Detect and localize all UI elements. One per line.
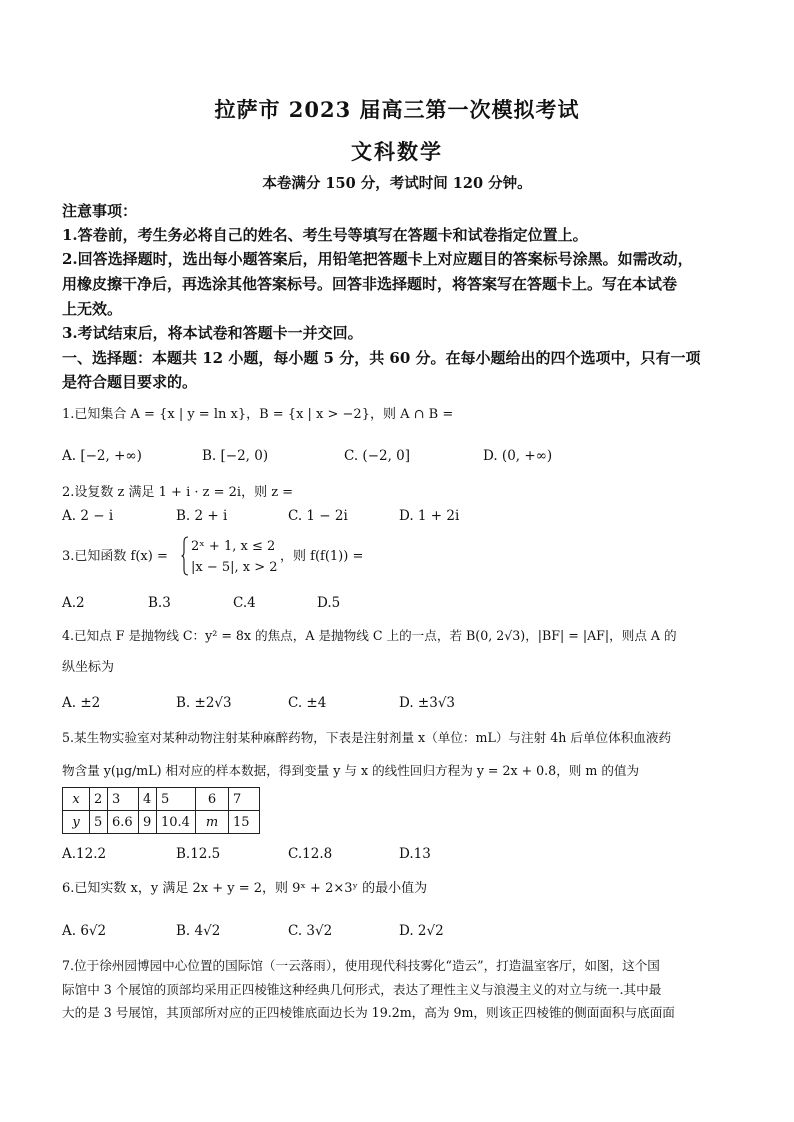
q1-option-c: C. (−2, 0] xyxy=(344,448,411,464)
section-heading-line-1: 一、选择题：本题共 12 小题，每小题 5 分，共 60 分。在每小题给出的四个选项中，只有一项 xyxy=(62,349,701,367)
question-4-stem-line-1: 4.已知点 F 是抛物线 C：y² = 8x 的焦点，A 是抛物线 C 上的一点，若 B(0, 2√3)，|BF| = |AF|，则点 A 的 xyxy=(62,628,677,643)
question-7-line-3: 大的是 3 号展馆，其顶部所对应的正四棱锥底面边长为 19.2m，高为 9m，则该正四棱锥的侧面面积与底面面 xyxy=(62,1005,675,1020)
table-cell: 10.4 xyxy=(157,811,196,834)
q1-option-a: A. [−2, +∞) xyxy=(62,448,142,464)
table-cell: 2 xyxy=(90,788,108,811)
table-cell: 9 xyxy=(139,811,157,834)
q3-option-a: A.2 xyxy=(62,595,85,611)
q2-option-a: A. 2 − i xyxy=(62,508,114,524)
section-heading-line-2: 是符合题目要求的。 xyxy=(62,373,198,391)
question-7-line-2: 际馆中 3 个展馆的顶部均采用正四棱锥这种经典几何形式，表达了理性主义与浪漫主义的对立与统一.其中最 xyxy=(62,982,662,997)
q4-option-d: D. ±3√3 xyxy=(399,695,456,711)
data-table xyxy=(62,787,260,834)
notes-heading: 注意事项： xyxy=(62,202,138,220)
q4-option-b: B. ±2√3 xyxy=(176,695,232,711)
table-cell: 7 xyxy=(229,788,260,811)
q5-option-c: C.12.8 xyxy=(288,846,333,862)
q2-option-b: B. 2 + i xyxy=(176,508,228,524)
q2-option-c: C. 1 − 2i xyxy=(288,508,348,524)
q3-case-2: |x − 5|, x > 2 xyxy=(191,560,278,575)
q4-option-c: C. ±4 xyxy=(288,695,327,711)
question-1-stem: 1.已知集合 A = {x | y = ln x}，B = {x | x > −2}，则 A ∩ B = xyxy=(62,407,454,422)
table-cell: 6.6 xyxy=(108,811,139,834)
table-row-label: x xyxy=(63,788,90,811)
question-4-stem-line-2: 纵坐标为 xyxy=(62,660,115,675)
question-2-stem: 2.设复数 z 满足 1 + i · z = 2i，则 z = xyxy=(62,485,294,500)
q6-option-d: D. 2√2 xyxy=(399,923,444,939)
table-cell: m xyxy=(196,811,229,834)
note-2-line-1: 2.回答选择题时，选出每小题答案后，用铅笔把答题卡上对应题目的答案标号涂黑。如需改动， xyxy=(62,250,693,268)
q1-option-d: D. (0, +∞) xyxy=(483,448,553,464)
question-5-stem-line-1: 5.某生物实验室对某种动物注射某种麻醉药物，下表是注射剂量 x（单位：mL）与注射 4h 后单位体积血液药 xyxy=(62,730,672,745)
note-3: 3.考试结束后，将本试卷和答题卡一并交回。 xyxy=(62,324,363,342)
table-cell: 3 xyxy=(108,788,139,811)
table-cell: 5 xyxy=(90,811,108,834)
q3-piecewise-brace xyxy=(181,536,189,576)
note-2-line-3: 上无效。 xyxy=(62,300,123,318)
subject-title: 文科数学 xyxy=(351,139,443,164)
table-row-y xyxy=(63,811,260,834)
exam-info: 本卷满分 150 分，考试时间 120 分钟。 xyxy=(262,175,532,192)
table-row-label: y xyxy=(63,811,90,834)
q3-option-d: D.5 xyxy=(317,595,341,611)
exam-title: 拉萨市 2023 届高三第一次模拟考试 xyxy=(214,97,580,122)
q3-case-1: 2ˣ + 1, x ≤ 2 xyxy=(191,539,276,554)
q6-option-b: B. 4√2 xyxy=(176,923,221,939)
question-3-stem-pre: 3.已知函数 f(x) = xyxy=(62,549,168,564)
question-6-stem: 6.已知实数 x，y 满足 2x + y = 2，则 9ˣ + 2×3ʸ 的最小值为 xyxy=(62,881,428,896)
q4-option-a: A. ±2 xyxy=(62,695,101,711)
table-cell: 6 xyxy=(196,788,229,811)
question-7-line-1: 7.位于徐州园博园中心位置的国际馆（一云落雨），使用现代科技雾化“造云”，打造温室客厅，如图，这个国 xyxy=(62,958,660,973)
q5-option-a: A.12.2 xyxy=(62,846,107,862)
q3-option-c: C.4 xyxy=(233,595,256,611)
question-3-stem-post: ，则 f(f(1)) = xyxy=(280,549,364,564)
q2-option-d: D. 1 + 2i xyxy=(399,508,460,524)
q5-option-d: D.13 xyxy=(399,846,431,862)
note-2-line-2: 用橡皮擦干净后，再选涂其他答案标号。回答非选择题时，将答案写在答题卡上。写在本试卷 xyxy=(62,275,678,293)
table-cell: 5 xyxy=(157,788,196,811)
q6-option-a: A. 6√2 xyxy=(62,923,107,939)
q1-option-b: B. [−2, 0) xyxy=(202,448,269,464)
q5-option-b: B.12.5 xyxy=(176,846,221,862)
q3-option-b: B.3 xyxy=(148,595,171,611)
q6-option-c: C. 3√2 xyxy=(288,923,333,939)
note-1: 1.答卷前，考生务必将自己的姓名、考生号等填写在答题卡和试卷指定位置上。 xyxy=(62,226,588,244)
table-cell: 4 xyxy=(139,788,157,811)
table-cell: 15 xyxy=(229,811,260,834)
table-row-x xyxy=(63,788,260,811)
question-5-stem-line-2: 物含量 y(μg/mL) 相对应的样本数据，得到变量 y 与 x 的线性回归方程为 y = 2x + 0.8，则 m 的值为 xyxy=(62,763,640,778)
